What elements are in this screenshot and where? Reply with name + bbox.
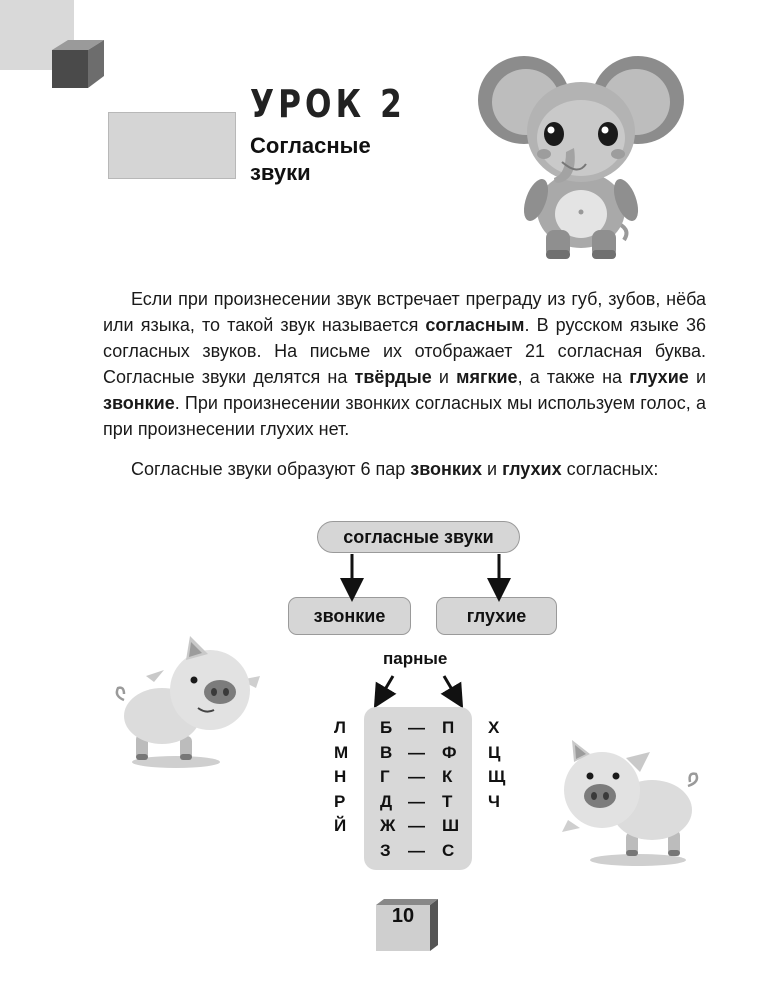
voiced-letter: Ж — [380, 816, 396, 835]
voiced-letter: Б — [380, 718, 393, 737]
unpaired-voiceless-letter: Х — [488, 718, 500, 737]
voiced-letter: З — [380, 840, 391, 860]
unpaired-voiceless-letter: Ц — [488, 742, 501, 762]
voiced-letter: Д — [380, 791, 393, 811]
arrow-to-voiceless-pairs — [444, 676, 457, 698]
paragraph-run: глухие — [629, 367, 689, 387]
pair-row — [364, 841, 472, 865]
voiceless-letter: Т — [442, 791, 453, 811]
unpaired-voiced-letter: М — [334, 742, 349, 762]
paragraph-run: звонкие — [103, 393, 175, 413]
pair-row — [364, 718, 472, 742]
voiceless-letter: К — [442, 767, 453, 786]
pair-dash: — — [408, 767, 425, 786]
consonants-root-node: согласные звуки — [317, 521, 520, 553]
paired-label: парные — [383, 649, 448, 668]
voiceless-letter: Ш — [442, 816, 460, 835]
unpaired-voiceless-letter: Щ — [488, 767, 506, 786]
unpaired-voiceless-letter: Ч — [488, 791, 500, 811]
pair-row — [364, 743, 472, 767]
paragraph-run: согласных: — [561, 459, 659, 479]
lesson-color-box — [108, 112, 236, 179]
pair-dash: — — [408, 718, 425, 737]
paragraph-run: и — [431, 367, 457, 387]
pair-dash: — — [408, 791, 425, 811]
pair-row — [364, 792, 472, 816]
unpaired-voiced-list — [334, 718, 356, 848]
intro-paragraph — [103, 286, 706, 442]
lesson-subtitle-line2: звуки — [250, 160, 311, 185]
voiced-letter: В — [380, 742, 393, 762]
paragraph-run: звонких — [410, 459, 482, 479]
paragraph-run: мягкие — [456, 367, 518, 387]
unpaired-voiced-letter: Н — [334, 767, 347, 786]
pair-dash: — — [408, 840, 425, 860]
voiceless-letter: П — [442, 718, 455, 737]
pig-illustration-left — [110, 630, 270, 780]
cube-icon — [50, 36, 106, 92]
voiced-letter: Г — [380, 767, 390, 786]
paragraph-run: . При произнесении звонких согласных мы используем голос, а при произнесении глухих нет. — [103, 393, 706, 439]
voiceless-letter: С — [442, 840, 455, 860]
pairs-list — [364, 718, 472, 868]
pig-illustration-right — [556, 732, 706, 872]
unpaired-voiced-letter: Й — [334, 816, 347, 835]
elephant-illustration — [474, 52, 688, 266]
pair-row — [364, 816, 472, 840]
pair-dash: — — [408, 742, 425, 762]
paragraph-run: . В русском языке 36 согласных звуков. На письме их отображает 21 согласная буква. Согласные звуки делятся на — [103, 315, 706, 387]
voiceless-letter: Ф — [442, 742, 457, 762]
pairs-paragraph — [103, 456, 706, 482]
paragraph-run: глухих — [502, 459, 562, 479]
lesson-subtitle-line1: Согласные — [250, 133, 371, 158]
paragraph-run: твёрдые — [354, 367, 432, 387]
paragraph-run: согласным — [425, 315, 525, 335]
paragraph-run: и — [482, 459, 503, 479]
pair-dash: — — [408, 816, 425, 835]
voiced-node: звонкие — [288, 597, 411, 635]
lesson-subtitle — [250, 132, 371, 186]
unpaired-voiced-letter: Л — [334, 718, 346, 737]
lesson-title: УРОК 2 — [250, 82, 406, 126]
arrow-to-voiced-pairs — [380, 676, 393, 698]
paragraph-run: и — [688, 367, 707, 387]
pair-row — [364, 767, 472, 791]
unpaired-voiced-letter: Р — [334, 791, 346, 811]
voiceless-node: глухие — [436, 597, 557, 635]
page-number: 10 — [391, 905, 415, 927]
paragraph-run: , а также на — [517, 367, 630, 387]
unpaired-voiceless-list — [488, 718, 512, 828]
paragraph-run: Согласные звуки образуют 6 пар — [131, 459, 411, 479]
paragraph-run: Если при произнесении звук встречает преграду из губ, зубов, нёба или языка, то такой звук называется — [103, 289, 706, 335]
